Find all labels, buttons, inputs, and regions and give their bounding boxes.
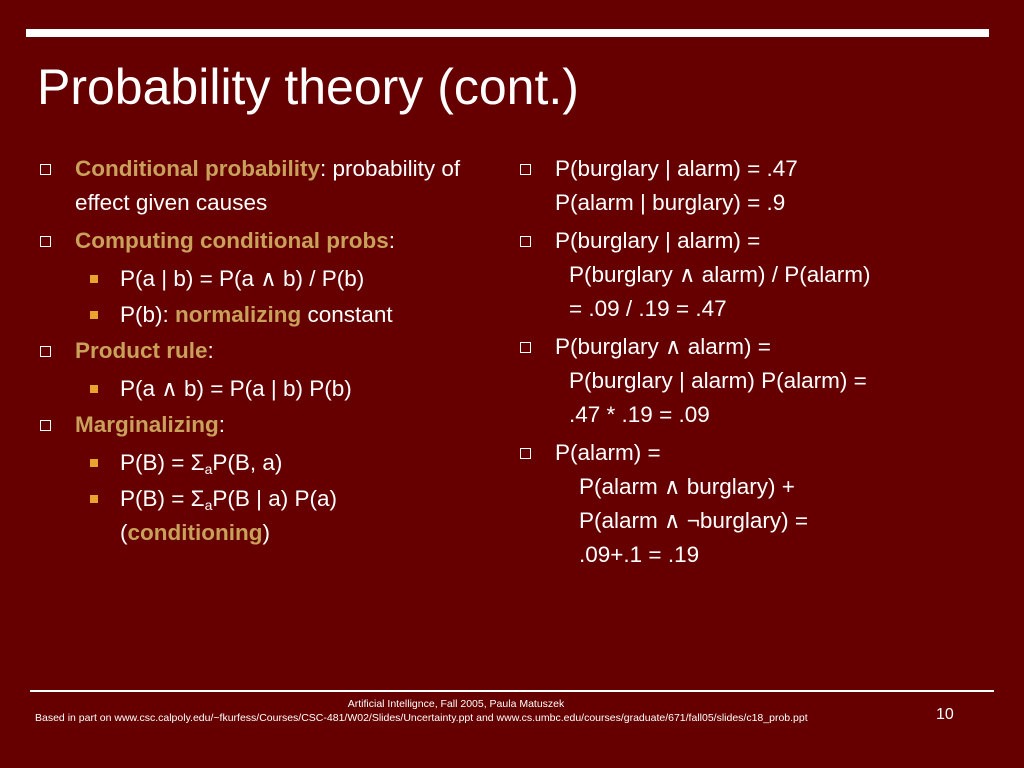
slide-title: Probability theory (cont.) (37, 59, 579, 115)
bullet-bayes-calc: P(burglary | alarm) = P(burglary ∧ alarm) / P(alarm) = .09 / .19 = .47 (520, 224, 990, 326)
bullet-computing-conditional-probs: Computing conditional probs: (40, 224, 470, 258)
bullet-joint-calc: P(burglary ∧ alarm) = P(burglary | alarm) P(alarm) = .47 * .19 = .09 (520, 330, 990, 432)
term-marginalizing: Marginalizing (75, 412, 219, 437)
page-number: 10 (936, 706, 954, 723)
hollow-square-bullet-icon (40, 164, 51, 175)
hollow-square-bullet-icon (520, 236, 531, 247)
filled-square-bullet-icon (90, 495, 98, 503)
left-column (40, 152, 470, 552)
hollow-square-bullet-icon (520, 448, 531, 459)
term-product-rule: Product rule (75, 338, 208, 363)
bullet-given-values: P(burglary | alarm) = .47 P(alarm | burglary) = .9 (520, 152, 990, 220)
bullet-marginalizing: Marginalizing: (40, 408, 470, 442)
sub-bullet-normalizing: P(b): normalizing constant (40, 298, 470, 332)
term-conditional-probability: Conditional probability (75, 156, 320, 181)
hollow-square-bullet-icon (40, 420, 51, 431)
hollow-square-bullet-icon (520, 342, 531, 353)
sub-bullet-conditioning-formula: $P(B) = \Sigma_aP(B$ | a) P(a) (conditioning) (40, 482, 470, 550)
hollow-square-bullet-icon (40, 346, 51, 357)
filled-square-bullet-icon (90, 459, 98, 467)
filled-square-bullet-icon (90, 275, 98, 283)
bullet-product-rule: Product rule: (40, 334, 470, 368)
sub-bullet-conditional-formula: P(a | b) = P(a ∧ b) / P(b) (40, 262, 470, 296)
bullet-text: probability of effect given causes (75, 156, 461, 215)
filled-square-bullet-icon (90, 385, 98, 393)
footer-source-credit: Based in part on www.csc.calpoly.edu/~fkurfess/Courses/CSC-481/W02/Slides/Uncertainty.ppt and www.cs.umbc.edu/courses/graduate/671/fall05/slides/c18_prob.ppt (35, 712, 808, 724)
bullet-conditional-probability: Conditional probability: probability of effect given causes (40, 152, 470, 220)
top-rule (26, 29, 989, 37)
sub-bullet-marginal-formula: $P(B) = \Sigma_aP(B$, a) (40, 446, 470, 480)
right-column (520, 152, 990, 576)
term-conditioning: conditioning (127, 520, 263, 545)
sub-bullet-product-formula: P(a ∧ b) = P(a | b) P(b) (40, 372, 470, 406)
hollow-square-bullet-icon (40, 236, 51, 247)
hollow-square-bullet-icon (520, 164, 531, 175)
term-normalizing: normalizing (175, 302, 302, 327)
footer-rule (30, 690, 994, 692)
filled-square-bullet-icon (90, 311, 98, 319)
bullet-marginal-calc: P(alarm) = P(alarm ∧ burglary) + P(alarm ∧ ¬burglary) = .09+.1 = .19 (520, 436, 990, 572)
term-computing-conditional-probs: Computing conditional probs (75, 228, 389, 253)
footer-course-credit: Artificial Intellignce, Fall 2005, Paula Matuszek (347, 698, 565, 710)
